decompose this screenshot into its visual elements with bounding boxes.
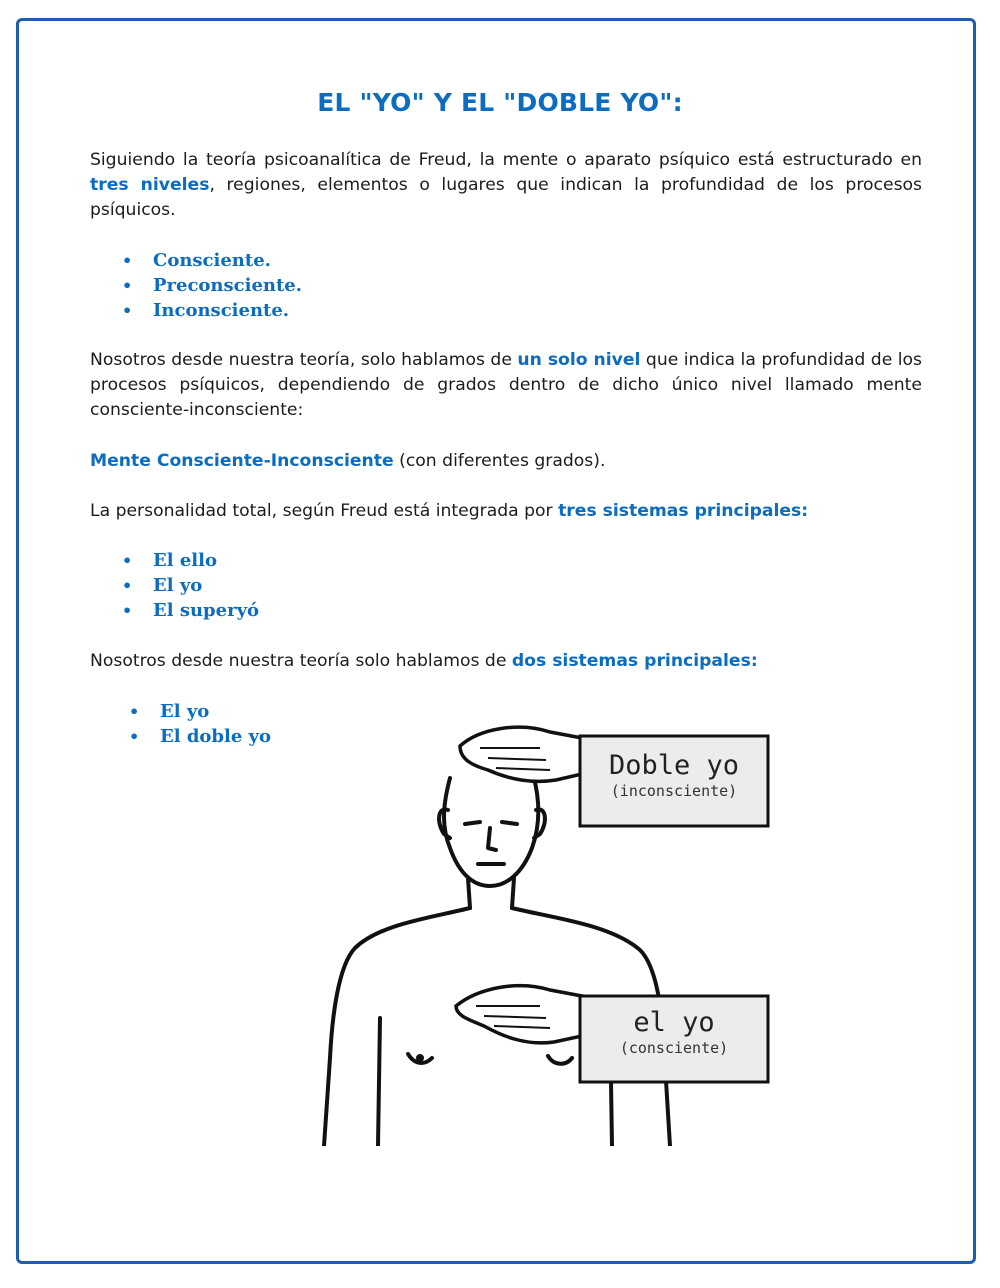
page-title: EL "YO" Y EL "DOBLE YO": — [317, 88, 683, 117]
paragraph-freud-levels: Siguiendo la teoría psicoanalítica de Freud, la mente o aparato psíquico está estructurado en tres niveles, regiones, elementos o lugares que indican la profundidad de los procesos psíquicos. — [90, 150, 922, 220]
list-item: • Inconsciente. — [122, 298, 302, 323]
highlight-tres-sistemas: tres sistemas principales: — [558, 501, 809, 521]
el-yo-sublabel: (consciente) — [619, 1039, 729, 1057]
el-yo-label: el yo — [633, 1007, 715, 1038]
list-item: • El superyó — [122, 598, 259, 623]
paragraph-dos-sistemas: Nosotros desde nuestra teoría solo hablamos de dos sistemas principales: — [90, 651, 758, 671]
list-item: • El yo — [129, 699, 271, 724]
paragraph-mente: Mente Consciente-Inconsciente (con diferentes grados). — [90, 451, 606, 471]
doble-yo-illustration — [310, 718, 770, 1146]
doble-yo-label: Doble yo — [608, 750, 740, 781]
list-item: • El yo — [122, 573, 259, 598]
list-item: • Preconsciente. — [122, 273, 302, 298]
bottom-hand — [456, 986, 768, 1082]
highlight-tres-niveles: tres niveles — [90, 175, 210, 195]
paragraph-un-solo-nivel: Nosotros desde nuestra teoría, solo hablamos de un solo nivel que indica la profundidad de los procesos psíquicos, dependiendo de grados dentro de dicho único nivel llamado mente consciente-inconsciente: — [90, 350, 922, 420]
paragraph-personalidad: La personalidad total, según Freud está integrada por tres sistemas principales: — [90, 501, 809, 521]
highlight-dos-sistemas: dos sistemas principales: — [511, 651, 758, 671]
levels-list — [122, 248, 302, 323]
doble-yo-sublabel: (inconsciente) — [610, 782, 738, 800]
our-systems-list — [129, 699, 271, 749]
freud-systems-list — [122, 548, 259, 623]
list-item: • El doble yo — [129, 724, 271, 749]
highlight-un-solo-nivel: un solo nivel — [517, 350, 641, 370]
human-figure — [324, 778, 670, 1146]
top-hand — [460, 727, 768, 826]
list-item: • El ello — [122, 548, 259, 573]
list-item: • Consciente. — [122, 248, 302, 273]
highlight-mente: Mente Consciente-Inconsciente — [90, 451, 394, 471]
